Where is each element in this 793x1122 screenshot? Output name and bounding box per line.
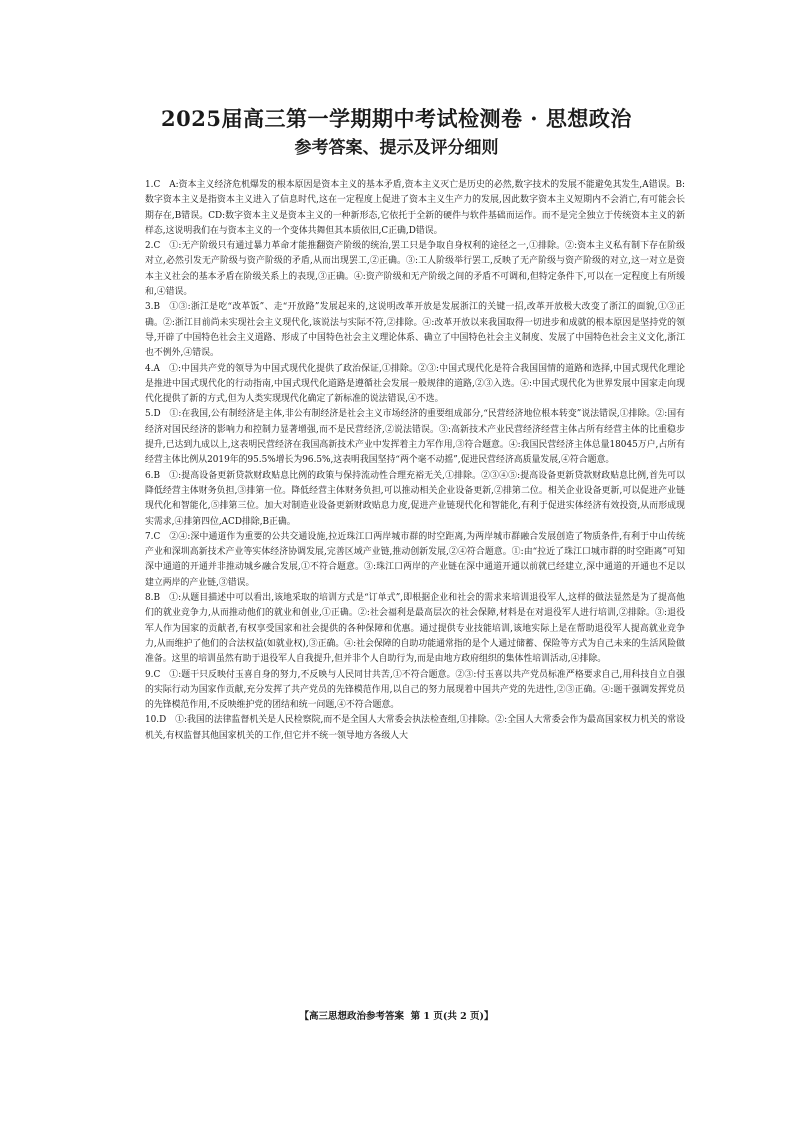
answer-item-10: 10.D ①:我国的法律监督机关是人民检察院,而不是全国人大常委会执法检查组,①排除。②:全国人大常委会作为最高国家权力机关的常设机关,有权监督其他国家机关的工作,但它并不统一领导地方各级人大 (145, 715, 685, 741)
footer-label: 【高三思想政治参考答案 (299, 1011, 404, 1022)
page-title: 2025届高三第一学期期中考试检测卷 · 思想政治 (161, 106, 632, 131)
answer-item-9: 9.C ①:题干只反映付玉喜自身的努力,不反映与人民同甘共苦,①不符合题意。②③:付玉喜以共产党员标准严格要求自己,用科技自立自强的实际行动为国家作贡献,充分发挥了共产党员的先锋模范作用,以自己的努力展现着中国共产党的先进性,②③正确。④:题干强调发挥党员的先锋模范作用,不反映维护党的团结和统一问题,④不符合题意。 (145, 669, 685, 711)
page-footer (0, 1008, 793, 1022)
answer-item-2: 2.C ①:无产阶级只有通过暴力革命才能推翻资产阶级的统治,罢工只是争取自身权利的途径之一,①排除。②:资本主义私有制下存在阶级对立,必然引发无产阶级与资产阶级的矛盾,从而出现罢工,②正确。③:工人阶级举行罢工,反映了无产阶级与资产阶级的对立,这一对立是资本主义社会的基本矛盾在阶级关系上的表现,③正确。④:资产阶级和无产阶级之间的矛盾不可调和,但特定条件下,可以在一定程度上有所缓和,④错误。 (145, 241, 685, 298)
answer-item-7: 7.C ②④:深中通道作为重要的公共交通设施,拉近珠江口两岸城市群的时空距离,为两岸城市群融合发展创造了物质条件,有利于中山传统产业和深圳高新技术产业等实体经济协调发展,完善区域产业链,推动创新发展,②④符合题意。①:由“拉近了珠江口城市群的时空距离”可知深中通道的开通并非推动城乡融合发展,①不符合题意。③:珠江口两岸的产业链在深中通道开通以前就已经建立,深中通道的开通也不足以建立两岸的产业链,③错误。 (145, 531, 685, 588)
answer-item-5: 5.D ①:在我国,公有制经济是主体,非公有制经济是社会主义市场经济的重要组成部分,“民营经济地位根本转变”说法错误,①排除。②:国有经济对国民经济的影响力和控制力显著增强,而不是民营经济,②说法错误。③:高新技术产业民营经济经营主体占所有经营主体的比重稳步提升,已达到九成以上,这表明民营经济在我国高新技术产业中发挥着主力军作用,③符合题意。④:我国民营经济主体总量18045万户,占所有经营主体比例从2019年的95.5%增长为96.5%,这表明我国坚持“两个毫不动摇”,促进民营经济高质量发展,④符合题意。 (145, 409, 685, 466)
answer-list (145, 178, 685, 744)
answer-item-1: 1.C A:资本主义经济危机爆发的根本原因是资本主义的基本矛盾,资本主义灭亡是历史的必然,数字技术的发展不能避免其发生,A错误。B:数字资本主义是指资本主义进入了信息时代,这在一定程度上促进了资本主义生产力的发展,因此数字资本主义短期内不会消亡,有可能会长期存在,B错误。CD:数字资本主义是资本主义的一种新形态,它依托于全新的硬件与软件基础而运作。而不是完全独立于传统资本主义的新样态,这说明我们在与资本主义的一个变体共舞但其本质依旧,C正确,D错误。 (145, 180, 685, 236)
answer-item-4: 4.A ①:中国共产党的领导为中国式现代化提供了政治保证,①排除。②③:中国式现代化是符合我国国情的道路和选择,中国式现代化理论是推进中国式现代化的行动指南,中国式现代化道路是遵循社会发展一般规律的道路,②③入选。④:中国式现代化为世界发展中国家走向现代化提供了新的方式,但为人类实现现代化确定了新标准的说法错误,④不选。 (145, 363, 685, 405)
answer-item-6: 6.B ①:提高设备更新贷款财政贴息比例的政策与保持流动性合理充裕无关,①排除。②③④⑤:提高设备更新贷款财政贴息比例,首先可以降低经营主体财务负担,③排第一位。降低经营主体财务负担,可以推动相关企业设备更新,②排第二位。相关企业设备更新,可以促进产业链现代化和智能化,⑤排第三位。加大对制造业设备更新财政贴息力度,促进产业链现代化和智能化,有利于促进实体经济有效投资,从而形成现实需求,④排第四位,ACD排除,B正确。 (145, 470, 685, 527)
page-subtitle: 参考答案、提示及评分细则 (294, 138, 499, 158)
answer-item-3: 3.B ①③:浙江是吃“改革饭”、走“开放路”发展起来的,这说明改革开放是发展浙江的关键一招,改革开放极大改变了浙江的面貌,①③正确。②:浙江目前尚未实现社会主义现代化,该说法与实际不符,②排除。④:改革开放以来我国取得一切进步和成就的根本原因是坚持党的领导,开辟了中国特色社会主义道路、形成了中国特色社会主义理论体系、确立了中国特色社会主义制度、发展了中国特色社会主义文化,浙江也不例外,④错误。 (145, 302, 685, 359)
answer-item-8: 8.B ①:从题目描述中可以看出,该地采取的培训方式是“订单式”,即根据企业和社会的需求来培训退役军人,这样的做法显然是为了提高他们的就业竞争力,从而推动他们的就业和创业,①正确。②:社会福利是最高层次的社会保障,材料是在对退役军人进行培训,②排除。③:退役军人作为国家的贡献者,有权享受国家和社会提供的各种保障和优惠。通过提供专业技能培训,该地实际上是在帮助退役军人提高就业竞争力,从而维护了他们的合法权益(如就业权),③正确。④:社会保障的自助功能通常指的是个人通过储蓄、保险等方式为自己未来的生活风险做准备。这里的培训虽然有助于退役军人自我提升,但并非个人自助行为,而是由地方政府组织的集体性培训活动,④排除。 (145, 593, 685, 665)
footer-page-number: 第 1 页(共 2 页)】 (410, 1011, 494, 1022)
